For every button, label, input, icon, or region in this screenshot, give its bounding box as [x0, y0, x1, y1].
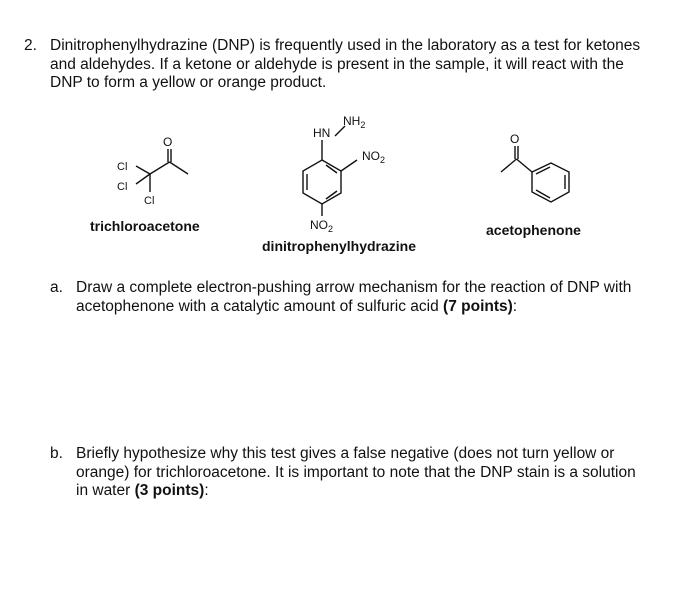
tca-oxygen-label: O	[163, 135, 173, 149]
acetophenone-oxygen-label: O	[510, 132, 520, 146]
dnp-no2-top-label: $NO_2$	[362, 149, 386, 165]
acetophenone-label: acetophenone	[486, 222, 581, 238]
part-b-points: (3 points)	[134, 482, 205, 499]
question-text: Dinitrophenylhydrazine (DNP) is frequently used in the laboratory as a test for ketones and aldehydes. If a ketone or aldehyde is present in the sample, it will react with the DNP to form a yellow or orange product.	[50, 37, 641, 91]
trichloroacetone-structure	[136, 149, 188, 192]
dnp-hn-label: HN	[313, 126, 331, 140]
question-number: 2.	[24, 37, 37, 54]
part-a-letter: a.	[50, 279, 63, 296]
part-a	[50, 279, 670, 319]
tca-cl3-label: Cl	[144, 195, 155, 207]
tca-cl2-label: Cl	[117, 181, 128, 193]
acetophenone-structure	[501, 146, 569, 202]
dnp-no2-bottom-label: $NO_2$	[310, 218, 334, 234]
part-a-points: (7 points)	[443, 297, 513, 315]
trichloroacetone-label: trichloroacetone	[90, 218, 200, 234]
part-b	[50, 445, 670, 505]
dnp-nh2-label: $NH_2$	[343, 114, 366, 130]
part-a-text: Draw a complete electron-pushing arrow mechanism for the reaction of DNP with acetophenone with a catalytic amount of sulfuric acid (7 points):	[76, 279, 632, 315]
part-b-text: Briefly hypothesize why this test gives a false negative (does not turn yellow or orange) for trichloroacetone. It is important to note that the DNP stain is a solution in water (3 points):	[76, 445, 636, 499]
part-b-letter: b.	[50, 445, 63, 462]
tca-cl1-label: Cl	[117, 161, 128, 173]
dnp-label: dinitrophenylhydrazine	[262, 238, 417, 254]
